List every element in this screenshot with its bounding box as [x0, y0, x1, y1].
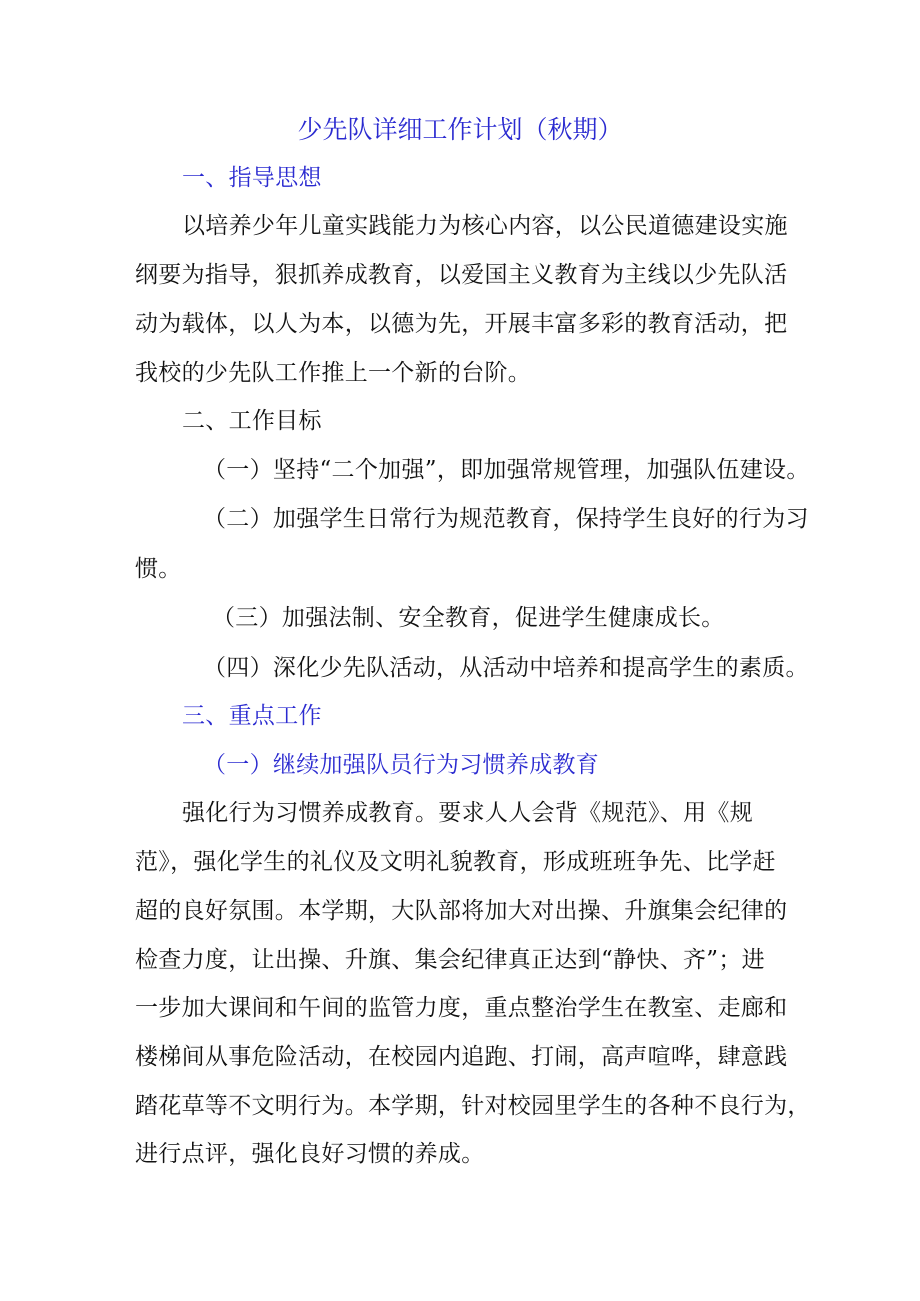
subsection-heading: （一）继续加强队员行为习惯养成教育	[203, 752, 600, 778]
paragraph-line: 我校的少先队工作推上一个新的台阶。	[135, 360, 532, 386]
paragraph-line: 一步加大课间和午间的监管力度，重点整治学生在教室、走廊和	[135, 995, 788, 1021]
paragraph-line: 检查力度，让出操、升旗、集会纪律真正达到“静快、齐”；进	[135, 947, 765, 973]
goal-item: （一）坚持“二个加强”，即加强常规管理，加强队伍建设。	[203, 457, 810, 483]
paragraph-line: 以培养少年儿童实践能力为核心内容，以公民道德建设实施	[182, 213, 788, 239]
paragraph-line: 范》，强化学生的礼仪及文明礼貌教育，形成班班争先、比学赶	[135, 849, 776, 875]
section-heading-work-goals: 二、工作目标	[182, 408, 322, 434]
paragraph-line: 超的良好氛围。本学期，大队部将加大对出操、升旗集会纪律的	[135, 898, 788, 924]
paragraph-line: 纲要为指导，狠抓养成教育，以爱国主义教育为主线以少先队活	[135, 262, 788, 288]
paragraph-line: 踏花草等不文明行为。本学期，针对校园里学生的各种不良行为，	[135, 1093, 811, 1119]
goal-item: （二）加强学生日常行为规范教育，保持学生良好的行为习	[203, 506, 809, 532]
section-heading-guiding-thought: 一、指导思想	[182, 165, 322, 191]
goal-item-continuation: 惯。	[135, 556, 182, 582]
section-heading-key-work: 三、重点工作	[182, 703, 322, 729]
paragraph-line: 楼梯间从事危险活动，在校园内追跑、打闹，高声喧哗，肆意践	[135, 1044, 788, 1070]
goal-item: （四）深化少先队活动，从活动中培养和提高学生的素质。	[203, 655, 809, 681]
document-title: 少先队详细工作计划（秋期）	[297, 115, 623, 144]
paragraph-line: 动为载体，以人为本，以德为先，开展丰富多彩的教育活动，把	[135, 311, 788, 337]
goal-item: （三）加强法制、安全教育，促进学生健康成长。	[212, 605, 725, 631]
paragraph-line: 进行点评，强化良好习惯的养成。	[135, 1141, 485, 1167]
paragraph-line: 强化行为习惯养成教育。要求人人会背《规范》、用《规	[182, 800, 753, 826]
